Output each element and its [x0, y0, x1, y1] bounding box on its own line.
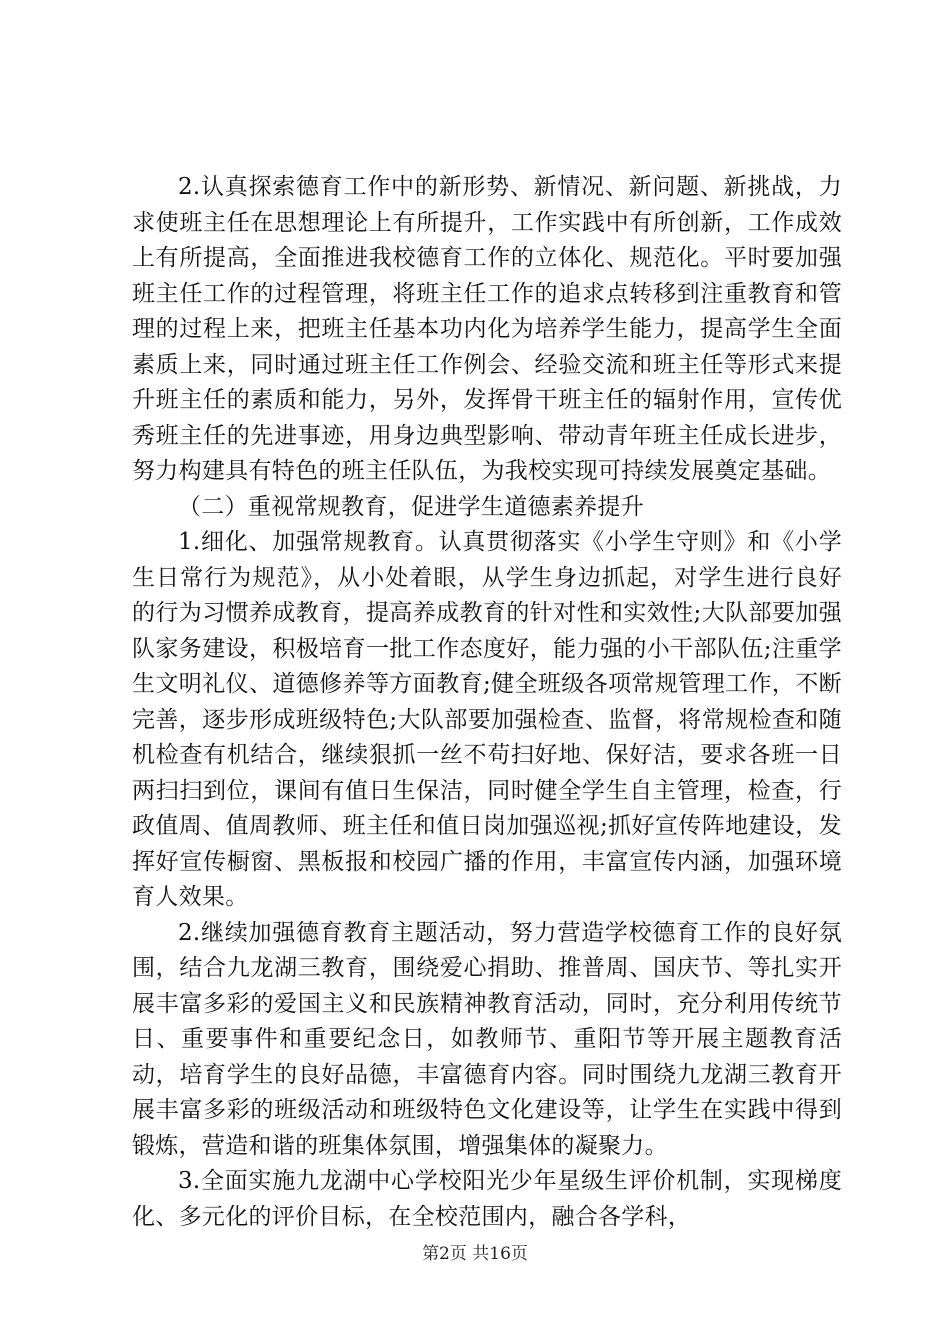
page-number-footer: 第2页 共16页: [422, 1244, 528, 1264]
paragraph-star-evaluation: 3.全面实施九龙湖中心学校阳光少年星级生评价机制，实现梯度化、多元化的评价目标，在全校范围内，融合各学科，: [132, 1168, 842, 1230]
document-body: [132, 170, 842, 1235]
section-heading-routine-education: （二）重视常规教育，促进学生道德素养提升: [178, 493, 644, 520]
paragraph-routine-education: 1.细化、加强常规教育。认真贯彻落实《小学生守则》和《小学生日常行为规范》，从小处着眼，从学生身边抓起，对学生进行良好的行为习惯养成教育，提高养成教育的针对性和实效性;大队部要加强队家务建设，积极培育一批工作态度好，能力强的小干部队伍;注重学生文明礼仪、道德修养等方面教育;健全班级各项常规管理工作，不断完善，逐步形成班级特色;大队部要加强检查、监督，将常规检查和随机检查有机结合，继续狠抓一丝不苟扫好地、保好洁，要求各班一日两扫扫到位，课间有值日生保洁，同时健全学生自主管理，检查，行政值周、值周教师、班主任和值日岗加强巡视;抓好宣传阵地建设，发挥好宣传橱窗、黑板报和校园广播的作用，丰富宣传内涵，加强环境育人效果。: [132, 529, 842, 910]
paragraph-theme-activities: 2.继续加强德育教育主题活动，努力营造学校德育工作的良好氛围，结合九龙湖三教育，围绕爱心捐助、推普周、国庆节、等扎实开展丰富多彩的爱国主义和民族精神教育活动，同时，充分利用传统节日、重要事件和重要纪念日，如教师节、重阳节等开展主题教育活动，培育学生的良好品德，丰富德育内容。同时围绕九龙湖三教育开展丰富多彩的班级活动和班级特色文化建设等，让学生在实践中得到锻炼，营造和谐的班集体氛围，增强集体的凝聚力。: [132, 919, 842, 1159]
paragraph-class-teacher-work: 2.认真探索德育工作中的新形势、新情况、新问题、新挑战，力求使班主任在思想理论上有所提升，工作实践中有所创新，工作成效上有所提高，全面推进我校德育工作的立体化、规范化。平时要加强班主任工作的过程管理，将班主任工作的追求点转移到注重教育和管理的过程上来，把班主任基本功内化为培养学生能力，提高学生全面素质上来，同时通过班主任工作例会、经验交流和班主任等形式来提升班主任的素质和能力，另外，发挥骨干班主任的辐射作用，宣传优秀班主任的先进事迹，用身边典型影响、带动青年班主任成长进步，努力构建具有特色的班主任队伍，为我校实现可持续发展奠定基础。: [132, 174, 842, 484]
